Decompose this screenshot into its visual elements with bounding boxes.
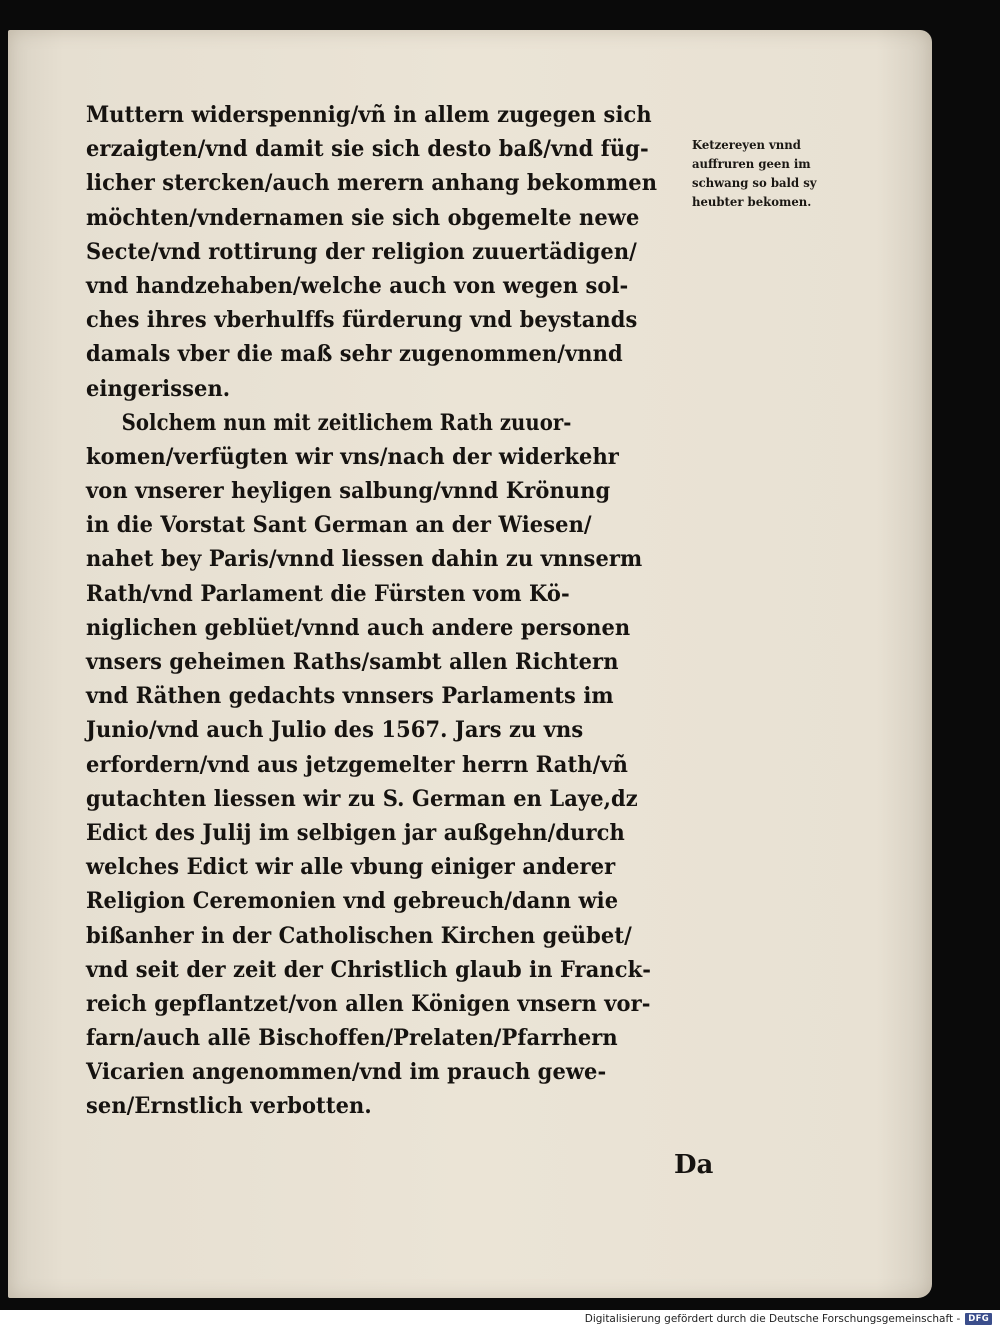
text-line: komen/verfügten wir vns/nach der widerkehr <box>86 443 619 470</box>
book-page <box>8 30 932 1298</box>
text-line: welches Edict wir alle vbung einiger anderer <box>86 854 616 881</box>
text-line: erfordern/vnd aus jetzgemelter herrn Rath/vñ <box>86 751 628 778</box>
text-line: niglichen geblüet/vnnd auch andere personen <box>86 614 631 641</box>
text-line: nahet bey Paris/vnnd liessen dahin zu vnnserm <box>86 546 643 573</box>
text-line: sen/Ernstlich verbotten. <box>86 1093 372 1120</box>
text-line: vnsers geheimen Raths/sambt allen Richtern <box>86 649 619 675</box>
catchword: Da <box>674 1150 714 1180</box>
body-text-column <box>86 98 726 1124</box>
text-line: möchten/vndernamen sie sich obgemelte newe <box>86 204 640 231</box>
text-line: damals vber die maß sehr zugenommen/vnnd <box>86 341 623 368</box>
text-line: licher stercken/auch merern anhang bekommen <box>86 170 658 197</box>
footer-credit <box>585 1310 992 1328</box>
text-line: gutachten liessen wir zu S. German en Laye,dz <box>86 785 638 812</box>
text-line: farn/auch allē Bischoffen/Prelaten/Pfarrhern <box>86 1025 618 1052</box>
text-line: von vnserer heyligen salbung/vnnd Krönung <box>86 478 611 505</box>
text-line: Edict des Julij im selbigen jar außgehn/durch <box>86 819 625 846</box>
marginal-note <box>692 135 872 211</box>
text-line: bißanher in der Catholischen Kirchen geübet/ <box>86 922 632 949</box>
dfg-logo: DFG <box>965 1313 992 1325</box>
marginal-note-line: schwang so bald sy <box>692 175 817 190</box>
text-line: Junio/vnd auch Julio des 1567. Jars zu vns <box>86 717 584 744</box>
text-line: eingerissen. <box>86 375 231 402</box>
marginal-note-line: auffruren geen im <box>692 156 811 171</box>
text-line: Secte/vnd rottirung der religion zuuertädigen/ <box>86 238 637 265</box>
text-line: vnd Räthen gedachts vnnsers Parlaments im <box>86 683 614 710</box>
text-line: Rath/vnd Parlament die Fürsten vom Kö‑ <box>86 580 570 607</box>
marginal-note-line: Ketzereyen vnnd <box>692 137 801 152</box>
text-line: Vicarien angenommen/vnd im prauch gewe‑ <box>86 1059 607 1086</box>
footer-credit-text: Digitalisierung gefördert durch die Deutsche Forschungsgemeinschaft - <box>584 1313 961 1325</box>
text-line: reich gepflantzet/von allen Königen vnsern vor‑ <box>86 990 651 1017</box>
text-line: Solchem nun mit zeitlichem Rath zuuor‑ <box>121 409 572 436</box>
text-line: erzaigten/vnd damit sie sich desto baß/vnd füg‑ <box>86 136 649 163</box>
text-line: Muttern widerspennig/vñ in allem zugegen sich <box>86 102 652 128</box>
marginal-note-line: heubter bekomen. <box>692 194 812 209</box>
text-line: vnd seit der zeit der Christlich glaub in Franck‑ <box>86 956 652 983</box>
text-line: in die Vorstat Sant German an der Wiesen/ <box>86 512 592 539</box>
text-line: Religion Ceremonien vnd gebreuch/dann wie <box>86 888 619 915</box>
text-line: vnd handzehaben/welche auch von wegen sol‑ <box>86 272 629 299</box>
text-line: ches ihres vberhulffs fürderung vnd beystands <box>86 307 638 334</box>
